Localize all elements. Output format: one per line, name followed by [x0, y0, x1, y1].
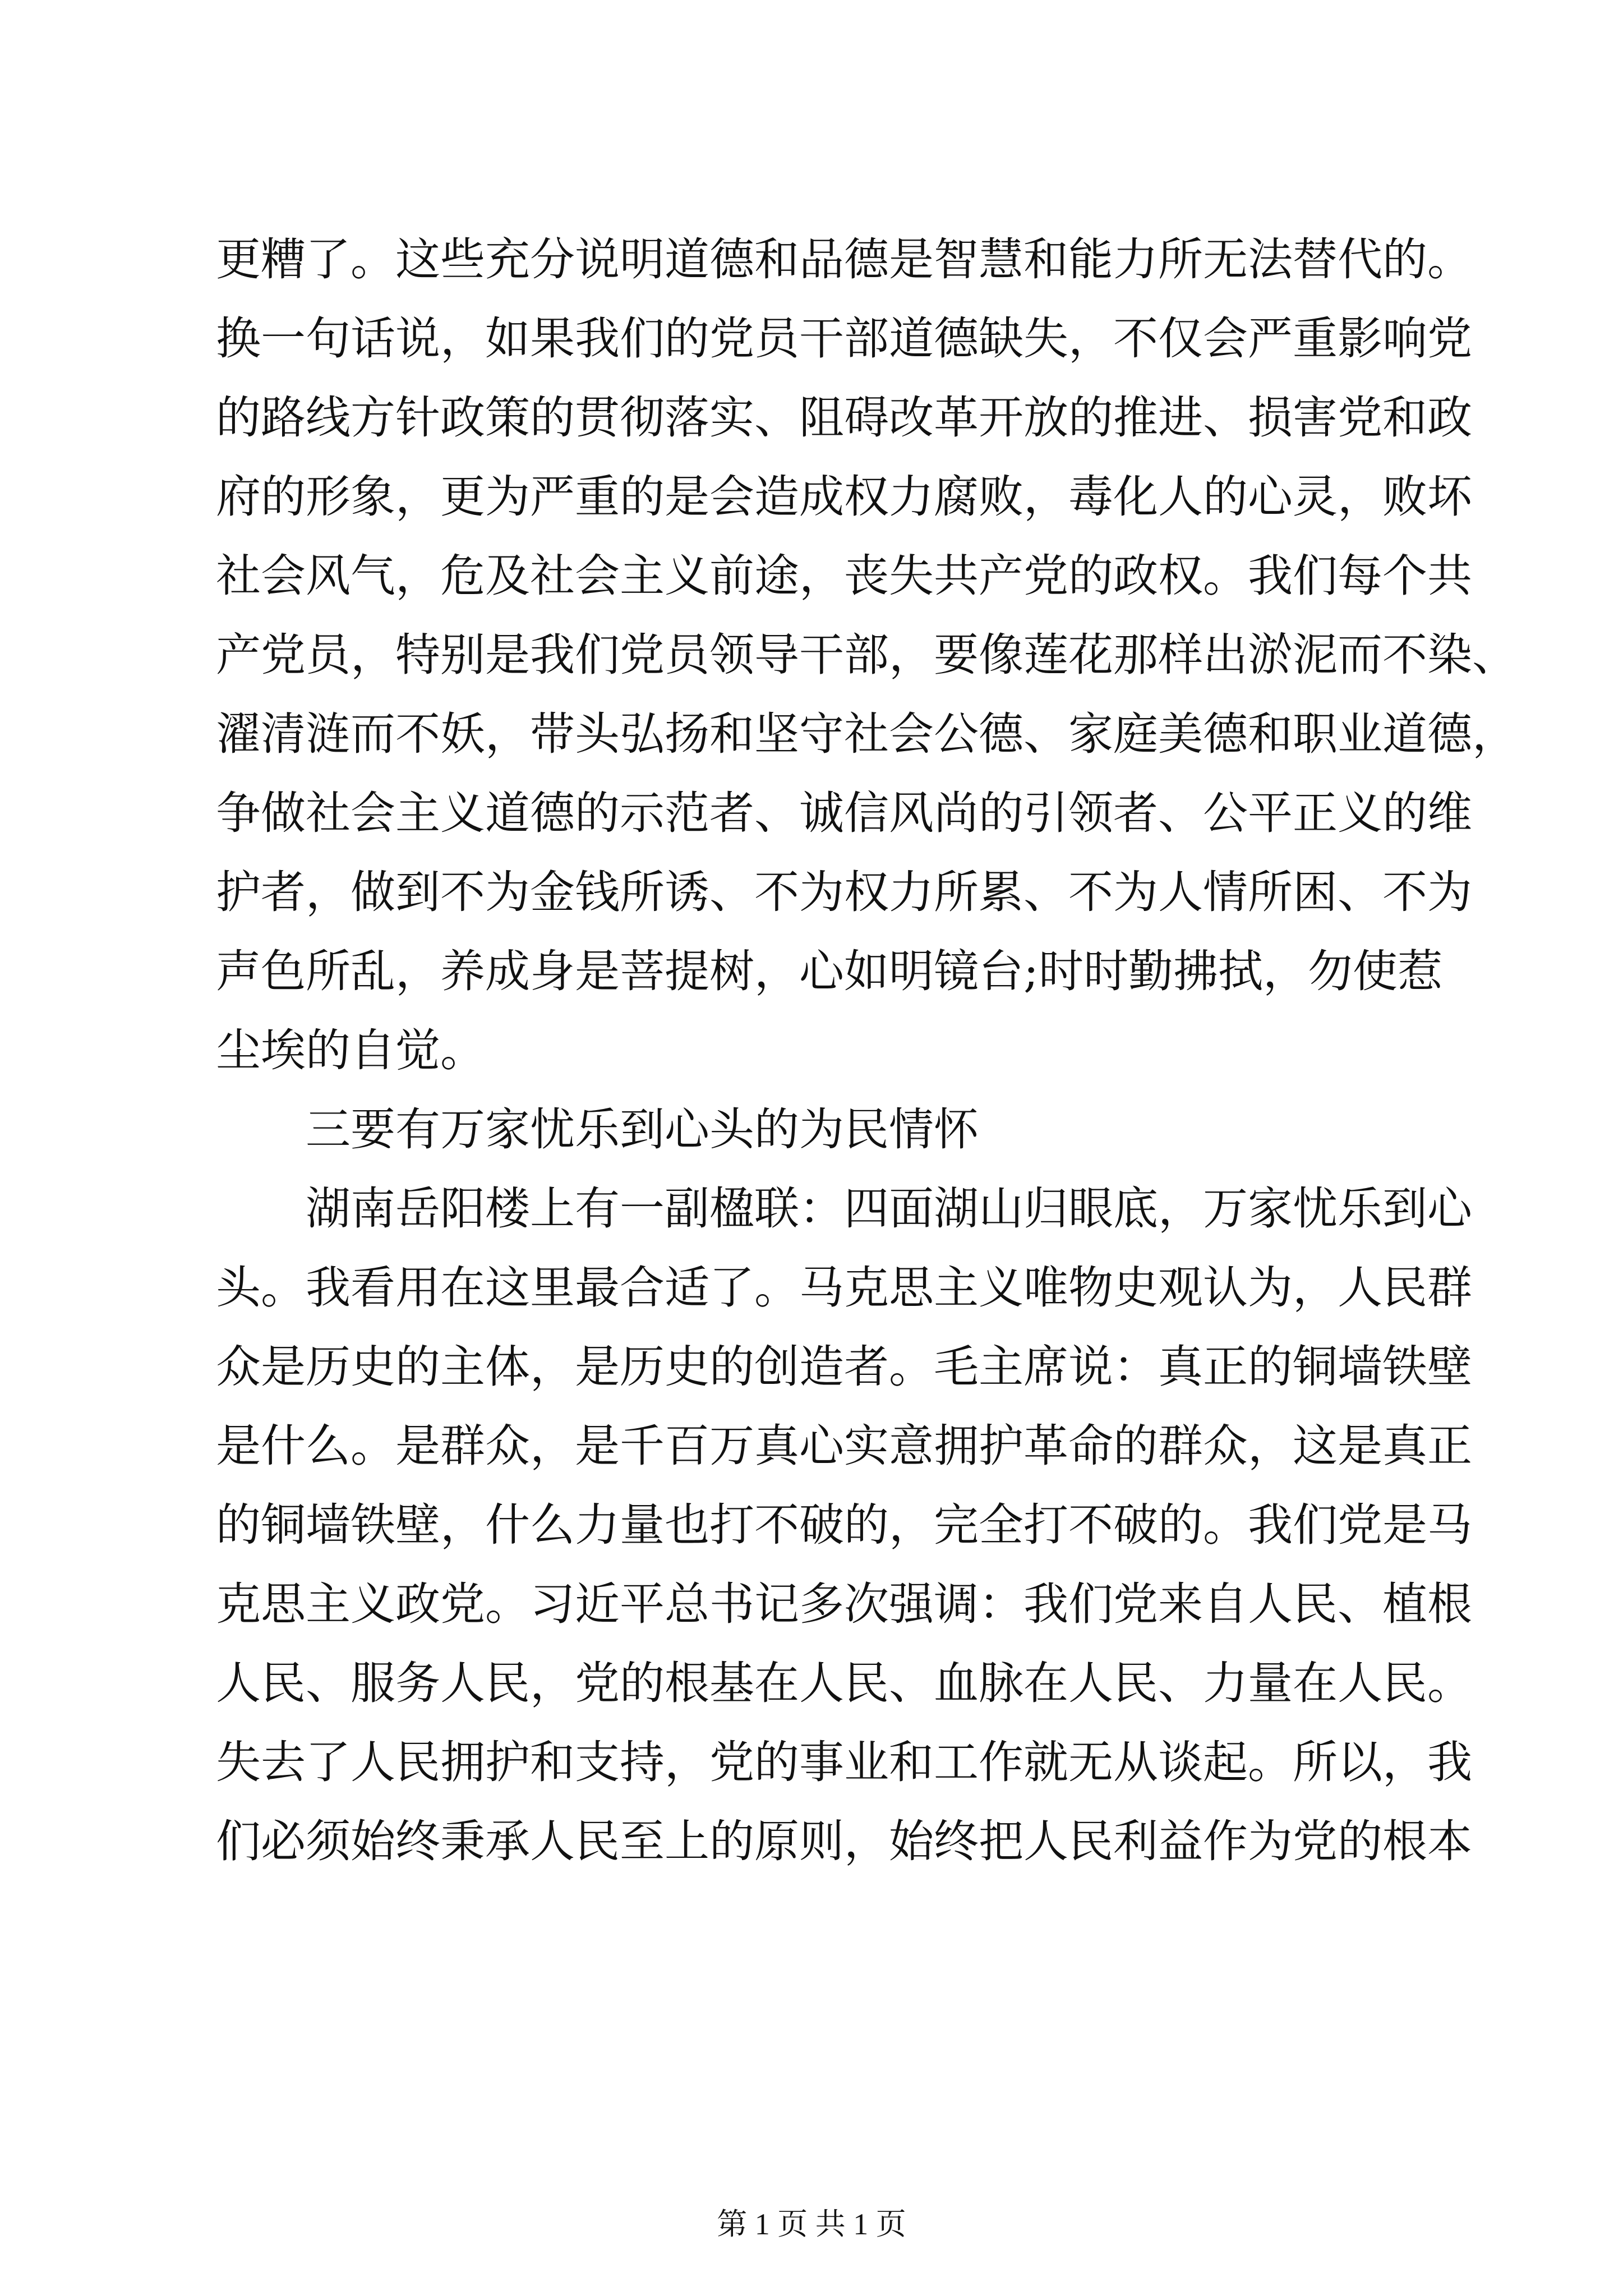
text-line: 人民、服务人民，党的根基在人民、血脉在人民、力量在人民。	[216, 1657, 1472, 1709]
text-line: 护者，做到不为金钱所诱、不为权力所累、不为人情所困、不为	[216, 866, 1472, 918]
text-line: 湖南岳阳楼上有一副楹联：四面湖山归眼底，万家忧乐到心	[306, 1182, 1472, 1235]
text-line: 濯清涟而不妖，带头弘扬和坚守社会公德、家庭美德和职业道德，	[216, 708, 1517, 760]
text-line: 声色所乱，养成身是菩提树，心如明镜台;时时勤拂拭，勿使惹	[216, 945, 1442, 997]
paragraph-1	[216, 220, 1517, 1090]
text-line: 产党员，特别是我们党员领导干部，要像莲花那样出淤泥而不染、	[216, 629, 1517, 681]
text-line: 尘埃的自觉。	[216, 1024, 485, 1076]
document-body	[216, 220, 1517, 1881]
section-heading: 三要有万家忧乐到心头的为民情怀	[306, 1103, 979, 1156]
text-line: 换一句话说，如果我们的党员干部道德缺失，不仅会严重影响党	[216, 312, 1472, 365]
text-line: 头。我看用在这里最合适了。马克思主义唯物史观认为，人民群	[216, 1262, 1472, 1314]
paragraph-2	[216, 1169, 1472, 1881]
text-line: 社会风气，危及社会主义前途，丧失共产党的政权。我们每个共	[216, 550, 1472, 602]
text-line: 争做社会主义道德的示范者、诚信风尚的引领者、公平正义的维	[216, 787, 1472, 839]
text-line: 府的形象，更为严重的是会造成权力腐败，毒化人的心灵，败坏	[216, 471, 1472, 523]
text-line: 众是历史的主体，是历史的创造者。毛主席说：真正的铜墙铁壁	[216, 1341, 1472, 1393]
text-line: 更糟了。这些充分说明道德和品德是智慧和能力所无法替代的。	[216, 233, 1472, 286]
text-line: 克思主义政党。习近平总书记多次强调：我们党来自人民、植根	[216, 1578, 1472, 1630]
page-footer: 第 1 页 共 1 页	[717, 2207, 906, 2241]
text-line: 失去了人民拥护和支持，党的事业和工作就无从谈起。所以，我	[216, 1736, 1472, 1788]
text-line: 的铜墙铁壁，什么力量也打不破的，完全打不破的。我们党是马	[216, 1499, 1472, 1551]
text-line: 们必须始终秉承人民至上的原则，始终把人民利益作为党的根本	[216, 1815, 1472, 1867]
text-line: 的路线方针政策的贯彻落实、阻碍改革开放的推进、损害党和政	[216, 392, 1472, 444]
text-line: 是什么。是群众，是千百万真心实意拥护革命的群众，这是真正	[216, 1420, 1472, 1472]
